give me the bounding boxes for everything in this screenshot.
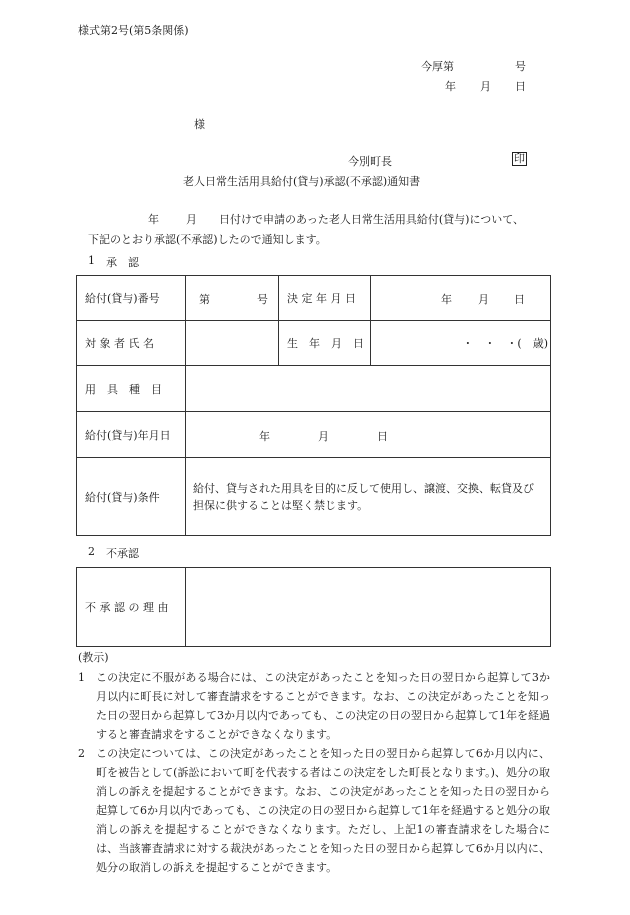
approval-table bbox=[76, 275, 551, 536]
list-item bbox=[78, 744, 550, 877]
grant-day: 日 bbox=[377, 429, 388, 443]
rejection-reason-label: 不 承 認 の 理 由 bbox=[77, 568, 186, 647]
intro-line2: 下記のとおり承認(不承認)したので通知します。 bbox=[88, 233, 327, 246]
intro-month: 月 bbox=[186, 213, 197, 226]
seal-text: 印 bbox=[514, 152, 525, 165]
grant-date-cell bbox=[186, 412, 551, 458]
section1-title: 承 認 bbox=[106, 256, 139, 269]
rejection-reason-value bbox=[186, 568, 551, 647]
intro-line1: 日付けで申請のあった老人日常生活用具給付(貸与)について、 bbox=[219, 213, 525, 226]
date-day: 日 bbox=[515, 80, 526, 93]
section2-number: 2 bbox=[88, 545, 95, 558]
grant-number-label: 給付(貸与)番号 bbox=[77, 276, 186, 321]
date-year: 年 bbox=[445, 80, 456, 93]
list-item bbox=[78, 668, 550, 744]
note-text: この決定については、この決定があったことを知った日の翌日から起算して6か月以内に、町を被告として(訴訟において町を代表する者はこの決定をした町長となります。)、処分の取消しの訴えを提起することができます。なお、この決定があったことを知った日の翌日から起算して6か月以内であっても、この決定の日の翌日から起算して1年を経過すると処分の取消しの訴えを提起することができなくなります。ただし、上記1の審査請求をした場合には、当該審査請求に対する裁決があったことを知った日の翌日から起算して6か月以内に、処分の取消しの訴えを提起することができます。 bbox=[96, 747, 550, 874]
grant-conditions-label: 給付(貸与)条件 bbox=[77, 458, 186, 536]
decision-year: 年 bbox=[441, 293, 452, 306]
decision-month: 月 bbox=[478, 293, 489, 306]
table-row bbox=[77, 321, 551, 366]
notes-list bbox=[78, 668, 550, 877]
note-text: この決定に不服がある場合には、この決定があったことを知った日の翌日から起算して3か月以内に町長に対して審査請求をすることができます。なお、この決定があったことを知った日の翌日から起算して3か月以内であっても、この決定の日の翌日から起算して1年を経過すると審査請求をすることができなくなります。 bbox=[96, 671, 550, 741]
equipment-type-label: 用 具 種 目 bbox=[77, 366, 186, 412]
date-month: 月 bbox=[480, 80, 491, 93]
grant-month: 月 bbox=[318, 429, 329, 443]
table-row bbox=[77, 276, 551, 321]
section2-title: 不承認 bbox=[106, 547, 139, 560]
reference-prefix: 今厚第 bbox=[421, 60, 454, 73]
grant-number-prefix: 第 bbox=[199, 293, 210, 306]
decision-date-label: 決 定 年 月 日 bbox=[279, 276, 371, 321]
table-row bbox=[77, 412, 551, 458]
recipient-suffix: 様 bbox=[194, 118, 205, 131]
recipient-name-label: 対 象 者 氏 名 bbox=[77, 321, 186, 366]
table-row bbox=[77, 366, 551, 412]
note-number: 2 bbox=[78, 747, 85, 760]
table-row bbox=[77, 458, 551, 536]
intro-year: 年 bbox=[148, 213, 159, 226]
birth-date-value: ・ ・ ・( 歳) bbox=[371, 321, 551, 366]
table-row bbox=[77, 568, 551, 647]
seal-mark bbox=[512, 152, 527, 166]
issuer-name: 今別町長 bbox=[348, 155, 392, 168]
equipment-type-value bbox=[186, 366, 551, 412]
recipient-name-value bbox=[186, 321, 279, 366]
notes-header: (教示) bbox=[78, 651, 109, 664]
grant-number-cell bbox=[186, 276, 279, 321]
reference-suffix: 号 bbox=[515, 60, 526, 73]
grant-conditions-text: 給付、貸与された用具を目的に反して使用し、譲渡、交換、転貸及び担保に供することは堅く禁じます。 bbox=[186, 458, 551, 536]
rejection-table bbox=[76, 567, 551, 647]
grant-date-label: 給付(貸与)年月日 bbox=[77, 412, 186, 458]
note-number: 1 bbox=[78, 671, 85, 684]
document-title: 老人日常生活用具給付(貸与)承認(不承認)通知書 bbox=[183, 175, 421, 188]
birth-date-label: 生 年 月 日 bbox=[279, 321, 371, 366]
grant-number-suffix: 号 bbox=[257, 293, 268, 306]
grant-year: 年 bbox=[259, 429, 270, 443]
decision-day: 日 bbox=[514, 293, 525, 306]
section1-number: 1 bbox=[88, 254, 95, 267]
form-number: 様式第2号(第5条関係) bbox=[78, 24, 189, 37]
decision-date-cell bbox=[371, 276, 551, 321]
